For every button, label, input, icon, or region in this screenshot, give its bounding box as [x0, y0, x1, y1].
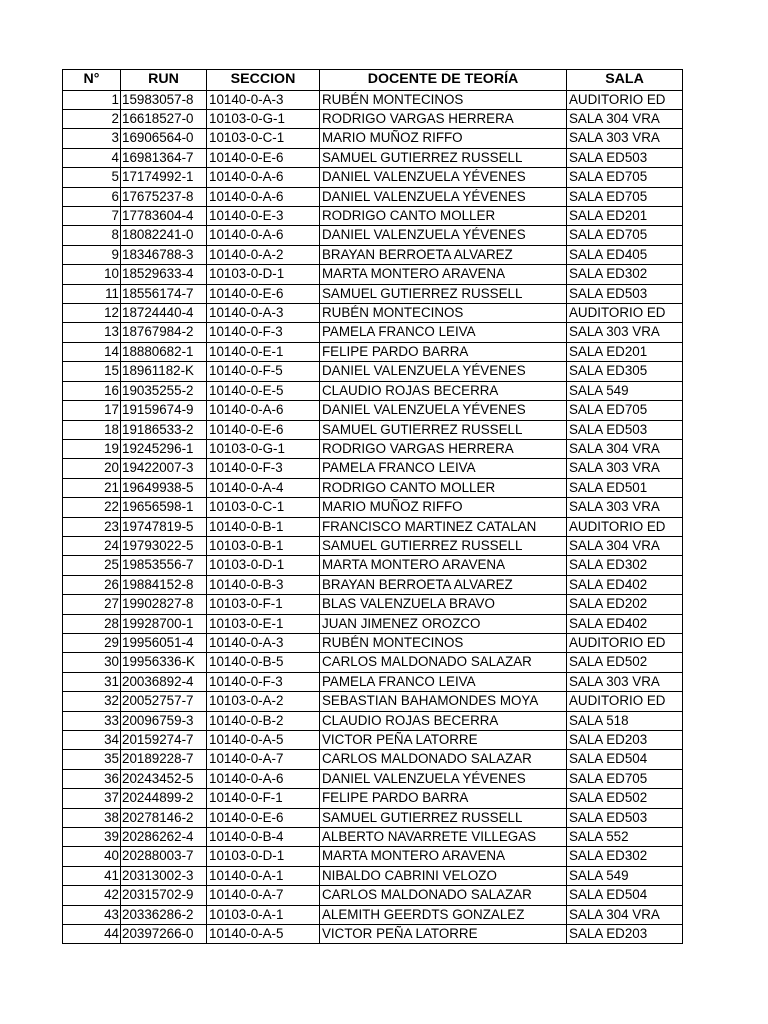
cell-seccion: 10103-0-C-1	[207, 129, 320, 148]
assignment-table	[62, 69, 683, 944]
table-row	[63, 478, 683, 497]
table-row	[63, 886, 683, 905]
cell-number: 42	[63, 886, 121, 905]
cell-run: 19422007-3	[121, 459, 207, 478]
table-row	[63, 905, 683, 924]
cell-run: 20315702-9	[121, 886, 207, 905]
cell-docente: CARLOS MALDONADO SALAZAR	[320, 653, 567, 672]
cell-docente: BRAYAN BERROETA ALVAREZ	[320, 245, 567, 264]
cell-seccion: 10140-0-A-5	[207, 925, 320, 944]
cell-seccion: 10140-0-A-3	[207, 90, 320, 109]
cell-number: 24	[63, 536, 121, 555]
cell-seccion: 10140-0-A-3	[207, 304, 320, 323]
cell-sala: SALA ED402	[567, 614, 683, 633]
cell-sala: SALA ED503	[567, 148, 683, 167]
cell-docente: SEBASTIAN BAHAMONDES MOYA	[320, 692, 567, 711]
cell-run: 16981364-7	[121, 148, 207, 167]
cell-docente: VICTOR PEÑA LATORRE	[320, 731, 567, 750]
cell-number: 29	[63, 633, 121, 652]
table-row	[63, 284, 683, 303]
cell-number: 25	[63, 556, 121, 575]
table-row	[63, 925, 683, 944]
cell-number: 14	[63, 342, 121, 361]
cell-seccion: 10140-0-A-6	[207, 168, 320, 187]
cell-number: 11	[63, 284, 121, 303]
cell-run: 18082241-0	[121, 226, 207, 245]
cell-sala: SALA 304 VRA	[567, 439, 683, 458]
table-row	[63, 245, 683, 264]
cell-run: 20096759-3	[121, 711, 207, 730]
cell-number: 35	[63, 750, 121, 769]
table-row	[63, 536, 683, 555]
cell-sala: SALA ED302	[567, 847, 683, 866]
table-row	[63, 575, 683, 594]
cell-run: 19035255-2	[121, 381, 207, 400]
cell-number: 1	[63, 90, 121, 109]
header-seccion: SECCION	[207, 70, 320, 91]
cell-number: 19	[63, 439, 121, 458]
cell-run: 18961182-K	[121, 362, 207, 381]
cell-number: 37	[63, 789, 121, 808]
cell-sala: SALA ED705	[567, 187, 683, 206]
cell-run: 18767984-2	[121, 323, 207, 342]
table-row	[63, 672, 683, 691]
cell-run: 19159674-9	[121, 401, 207, 420]
cell-run: 20243452-5	[121, 769, 207, 788]
cell-number: 3	[63, 129, 121, 148]
cell-number: 2	[63, 110, 121, 129]
cell-run: 20036892-4	[121, 672, 207, 691]
cell-number: 16	[63, 381, 121, 400]
table-row	[63, 342, 683, 361]
cell-seccion: 10140-0-F-3	[207, 323, 320, 342]
cell-seccion: 10103-0-A-2	[207, 692, 320, 711]
cell-seccion: 10140-0-B-3	[207, 575, 320, 594]
table-row	[63, 265, 683, 284]
cell-sala: SALA ED302	[567, 265, 683, 284]
cell-seccion: 10140-0-A-6	[207, 226, 320, 245]
cell-sala: SALA ED203	[567, 925, 683, 944]
cell-run: 15983057-8	[121, 90, 207, 109]
cell-seccion: 10103-0-G-1	[207, 439, 320, 458]
cell-sala: SALA 304 VRA	[567, 536, 683, 555]
cell-sala: SALA ED705	[567, 401, 683, 420]
table-row	[63, 595, 683, 614]
table-row	[63, 304, 683, 323]
table-row	[63, 439, 683, 458]
cell-number: 28	[63, 614, 121, 633]
cell-sala: SALA ED502	[567, 789, 683, 808]
table-row	[63, 866, 683, 885]
cell-docente: DANIEL VALENZUELA YÉVENES	[320, 168, 567, 187]
cell-seccion: 10140-0-B-4	[207, 828, 320, 847]
cell-docente: DANIEL VALENZUELA YÉVENES	[320, 401, 567, 420]
table-row	[63, 226, 683, 245]
cell-seccion: 10140-0-A-2	[207, 245, 320, 264]
cell-seccion: 10103-0-A-1	[207, 905, 320, 924]
cell-sala: SALA ED705	[567, 769, 683, 788]
cell-run: 18880682-1	[121, 342, 207, 361]
cell-number: 40	[63, 847, 121, 866]
cell-number: 26	[63, 575, 121, 594]
cell-docente: DANIEL VALENZUELA YÉVENES	[320, 769, 567, 788]
cell-number: 27	[63, 595, 121, 614]
table-row	[63, 498, 683, 517]
cell-docente: RODRIGO CANTO MOLLER	[320, 207, 567, 226]
cell-run: 19649938-5	[121, 478, 207, 497]
cell-number: 41	[63, 866, 121, 885]
cell-sala: SALA ED503	[567, 420, 683, 439]
table-row	[63, 148, 683, 167]
cell-number: 18	[63, 420, 121, 439]
cell-sala: SALA ED201	[567, 207, 683, 226]
cell-sala: SALA ED504	[567, 750, 683, 769]
cell-number: 17	[63, 401, 121, 420]
table-row	[63, 459, 683, 478]
cell-sala: SALA 304 VRA	[567, 905, 683, 924]
cell-docente: DANIEL VALENZUELA YÉVENES	[320, 187, 567, 206]
cell-number: 23	[63, 517, 121, 536]
cell-docente: BLAS VALENZUELA BRAVO	[320, 595, 567, 614]
cell-seccion: 10140-0-A-1	[207, 866, 320, 885]
table-row	[63, 789, 683, 808]
cell-seccion: 10103-0-C-1	[207, 498, 320, 517]
cell-number: 22	[63, 498, 121, 517]
cell-docente: SAMUEL GUTIERREZ RUSSELL	[320, 148, 567, 167]
header-row	[63, 70, 683, 91]
cell-sala: SALA ED503	[567, 808, 683, 827]
cell-run: 18724440-4	[121, 304, 207, 323]
cell-docente: CARLOS MALDONADO SALAZAR	[320, 886, 567, 905]
table-row	[63, 653, 683, 672]
cell-docente: RODRIGO CANTO MOLLER	[320, 478, 567, 497]
cell-run: 19956051-4	[121, 633, 207, 652]
cell-seccion: 10103-0-B-1	[207, 536, 320, 555]
cell-seccion: 10140-0-A-6	[207, 769, 320, 788]
table-row	[63, 614, 683, 633]
cell-sala: SALA 303 VRA	[567, 459, 683, 478]
cell-number: 32	[63, 692, 121, 711]
cell-seccion: 10103-0-D-1	[207, 556, 320, 575]
cell-sala: SALA ED501	[567, 478, 683, 497]
cell-run: 16906564-0	[121, 129, 207, 148]
cell-sala: SALA ED302	[567, 556, 683, 575]
cell-number: 38	[63, 808, 121, 827]
cell-docente: CARLOS MALDONADO SALAZAR	[320, 750, 567, 769]
table-row	[63, 90, 683, 109]
cell-run: 19793022-5	[121, 536, 207, 555]
cell-docente: MARTA MONTERO ARAVENA	[320, 265, 567, 284]
cell-number: 12	[63, 304, 121, 323]
cell-seccion: 10140-0-B-1	[207, 517, 320, 536]
cell-run: 18529633-4	[121, 265, 207, 284]
cell-number: 4	[63, 148, 121, 167]
cell-number: 6	[63, 187, 121, 206]
cell-run: 20189228-7	[121, 750, 207, 769]
table-row	[63, 750, 683, 769]
table-row	[63, 731, 683, 750]
cell-docente: BRAYAN BERROETA ALVAREZ	[320, 575, 567, 594]
cell-sala: SALA 518	[567, 711, 683, 730]
cell-docente: CLAUDIO ROJAS BECERRA	[320, 711, 567, 730]
cell-docente: VICTOR PEÑA LATORRE	[320, 925, 567, 944]
cell-sala: SALA ED405	[567, 245, 683, 264]
cell-docente: RUBÉN MONTECINOS	[320, 304, 567, 323]
table-row	[63, 633, 683, 652]
cell-seccion: 10103-0-F-1	[207, 595, 320, 614]
cell-sala: AUDITORIO ED	[567, 304, 683, 323]
table-row	[63, 556, 683, 575]
cell-sala: SALA 304 VRA	[567, 110, 683, 129]
table-row	[63, 110, 683, 129]
cell-run: 17174992-1	[121, 168, 207, 187]
cell-number: 5	[63, 168, 121, 187]
cell-docente: FELIPE PARDO BARRA	[320, 789, 567, 808]
cell-docente: MARTA MONTERO ARAVENA	[320, 556, 567, 575]
cell-seccion: 10140-0-F-1	[207, 789, 320, 808]
cell-run: 19656598-1	[121, 498, 207, 517]
cell-seccion: 10140-0-F-3	[207, 672, 320, 691]
cell-sala: SALA 303 VRA	[567, 129, 683, 148]
cell-seccion: 10140-0-A-6	[207, 187, 320, 206]
cell-docente: SAMUEL GUTIERREZ RUSSELL	[320, 284, 567, 303]
cell-sala: SALA 549	[567, 381, 683, 400]
cell-run: 16618527-0	[121, 110, 207, 129]
cell-seccion: 10140-0-E-1	[207, 342, 320, 361]
cell-run: 20244899-2	[121, 789, 207, 808]
cell-number: 30	[63, 653, 121, 672]
table-row	[63, 420, 683, 439]
table-row	[63, 168, 683, 187]
cell-run: 19928700-1	[121, 614, 207, 633]
table-row	[63, 401, 683, 420]
cell-run: 18346788-3	[121, 245, 207, 264]
cell-sala: AUDITORIO ED	[567, 633, 683, 652]
cell-sala: SALA 303 VRA	[567, 672, 683, 691]
cell-seccion: 10140-0-A-7	[207, 750, 320, 769]
cell-docente: JUAN JIMENEZ OROZCO	[320, 614, 567, 633]
cell-sala: SALA ED504	[567, 886, 683, 905]
cell-sala: SALA 552	[567, 828, 683, 847]
cell-docente: MARTA MONTERO ARAVENA	[320, 847, 567, 866]
cell-number: 36	[63, 769, 121, 788]
cell-number: 8	[63, 226, 121, 245]
cell-seccion: 10140-0-A-4	[207, 478, 320, 497]
cell-run: 19747819-5	[121, 517, 207, 536]
cell-docente: ALBERTO NAVARRETE VILLEGAS	[320, 828, 567, 847]
cell-sala: SALA ED705	[567, 226, 683, 245]
table-row	[63, 692, 683, 711]
cell-seccion: 10140-0-B-5	[207, 653, 320, 672]
cell-number: 15	[63, 362, 121, 381]
cell-seccion: 10140-0-A-3	[207, 633, 320, 652]
cell-sala: SALA ED202	[567, 595, 683, 614]
header-run: RUN	[121, 70, 207, 91]
cell-seccion: 10140-0-E-6	[207, 808, 320, 827]
cell-number: 33	[63, 711, 121, 730]
cell-run: 19884152-8	[121, 575, 207, 594]
cell-number: 9	[63, 245, 121, 264]
cell-seccion: 10103-0-D-1	[207, 265, 320, 284]
cell-sala: SALA ED203	[567, 731, 683, 750]
cell-docente: SAMUEL GUTIERREZ RUSSELL	[320, 420, 567, 439]
cell-sala: SALA 303 VRA	[567, 498, 683, 517]
table-row	[63, 847, 683, 866]
cell-seccion: 10140-0-F-5	[207, 362, 320, 381]
cell-run: 18556174-7	[121, 284, 207, 303]
cell-docente: CLAUDIO ROJAS BECERRA	[320, 381, 567, 400]
cell-run: 20278146-2	[121, 808, 207, 827]
cell-seccion: 10140-0-B-2	[207, 711, 320, 730]
table-row	[63, 808, 683, 827]
cell-number: 21	[63, 478, 121, 497]
cell-sala: AUDITORIO ED	[567, 90, 683, 109]
cell-seccion: 10140-0-E-6	[207, 148, 320, 167]
cell-docente: DANIEL VALENZUELA YÉVENES	[320, 226, 567, 245]
cell-seccion: 10103-0-G-1	[207, 110, 320, 129]
table-row	[63, 517, 683, 536]
cell-seccion: 10140-0-F-3	[207, 459, 320, 478]
cell-docente: ALEMITH GEERDTS GONZALEZ	[320, 905, 567, 924]
cell-sala: SALA ED705	[567, 168, 683, 187]
cell-number: 44	[63, 925, 121, 944]
cell-sala: SALA ED503	[567, 284, 683, 303]
cell-seccion: 10140-0-A-7	[207, 886, 320, 905]
cell-number: 34	[63, 731, 121, 750]
cell-docente: PAMELA FRANCO LEIVA	[320, 323, 567, 342]
table-row	[63, 711, 683, 730]
cell-run: 17675237-8	[121, 187, 207, 206]
cell-run: 20336286-2	[121, 905, 207, 924]
cell-seccion: 10103-0-D-1	[207, 847, 320, 866]
header-docente: DOCENTE DE TEORÍA	[320, 70, 567, 91]
cell-sala: SALA 549	[567, 866, 683, 885]
cell-docente: FRANCISCO MARTINEZ CATALAN	[320, 517, 567, 536]
cell-docente: RODRIGO VARGAS HERRERA	[320, 110, 567, 129]
cell-number: 20	[63, 459, 121, 478]
cell-run: 19902827-8	[121, 595, 207, 614]
cell-run: 20313002-3	[121, 866, 207, 885]
cell-seccion: 10140-0-A-6	[207, 401, 320, 420]
cell-run: 20286262-4	[121, 828, 207, 847]
cell-docente: DANIEL VALENZUELA YÉVENES	[320, 362, 567, 381]
cell-seccion: 10140-0-E-6	[207, 284, 320, 303]
header-number: N°	[63, 70, 121, 91]
cell-number: 43	[63, 905, 121, 924]
cell-sala: SALA ED305	[567, 362, 683, 381]
cell-seccion: 10140-0-E-5	[207, 381, 320, 400]
table-body	[63, 90, 683, 944]
cell-docente: NIBALDO CABRINI VELOZO	[320, 866, 567, 885]
cell-number: 39	[63, 828, 121, 847]
cell-seccion: 10103-0-E-1	[207, 614, 320, 633]
table-row	[63, 187, 683, 206]
cell-number: 10	[63, 265, 121, 284]
cell-run: 17783604-4	[121, 207, 207, 226]
cell-docente: PAMELA FRANCO LEIVA	[320, 459, 567, 478]
cell-docente: SAMUEL GUTIERREZ RUSSELL	[320, 536, 567, 555]
cell-seccion: 10140-0-A-5	[207, 731, 320, 750]
cell-docente: RODRIGO VARGAS HERRERA	[320, 439, 567, 458]
cell-seccion: 10140-0-E-3	[207, 207, 320, 226]
cell-sala: AUDITORIO ED	[567, 517, 683, 536]
cell-docente: FELIPE PARDO BARRA	[320, 342, 567, 361]
header-sala: SALA	[567, 70, 683, 91]
table-row	[63, 828, 683, 847]
cell-sala: SALA ED402	[567, 575, 683, 594]
table-row	[63, 362, 683, 381]
cell-run: 20397266-0	[121, 925, 207, 944]
cell-number: 31	[63, 672, 121, 691]
cell-run: 19956336-K	[121, 653, 207, 672]
cell-docente: RUBÉN MONTECINOS	[320, 90, 567, 109]
cell-docente: PAMELA FRANCO LEIVA	[320, 672, 567, 691]
cell-run: 19245296-1	[121, 439, 207, 458]
cell-sala: SALA ED502	[567, 653, 683, 672]
cell-docente: RUBÉN MONTECINOS	[320, 633, 567, 652]
table-row	[63, 129, 683, 148]
cell-docente: MARIO MUÑOZ RIFFO	[320, 498, 567, 517]
cell-docente: SAMUEL GUTIERREZ RUSSELL	[320, 808, 567, 827]
cell-run: 19853556-7	[121, 556, 207, 575]
cell-run: 20159274-7	[121, 731, 207, 750]
table-row	[63, 207, 683, 226]
table-row	[63, 769, 683, 788]
cell-number: 7	[63, 207, 121, 226]
cell-sala: SALA ED201	[567, 342, 683, 361]
cell-run: 19186533-2	[121, 420, 207, 439]
cell-run: 20288003-7	[121, 847, 207, 866]
cell-run: 20052757-7	[121, 692, 207, 711]
cell-sala: AUDITORIO ED	[567, 692, 683, 711]
cell-number: 13	[63, 323, 121, 342]
cell-docente: MARIO MUÑOZ RIFFO	[320, 129, 567, 148]
table-row	[63, 323, 683, 342]
cell-sala: SALA 303 VRA	[567, 323, 683, 342]
cell-seccion: 10140-0-E-6	[207, 420, 320, 439]
table-row	[63, 381, 683, 400]
